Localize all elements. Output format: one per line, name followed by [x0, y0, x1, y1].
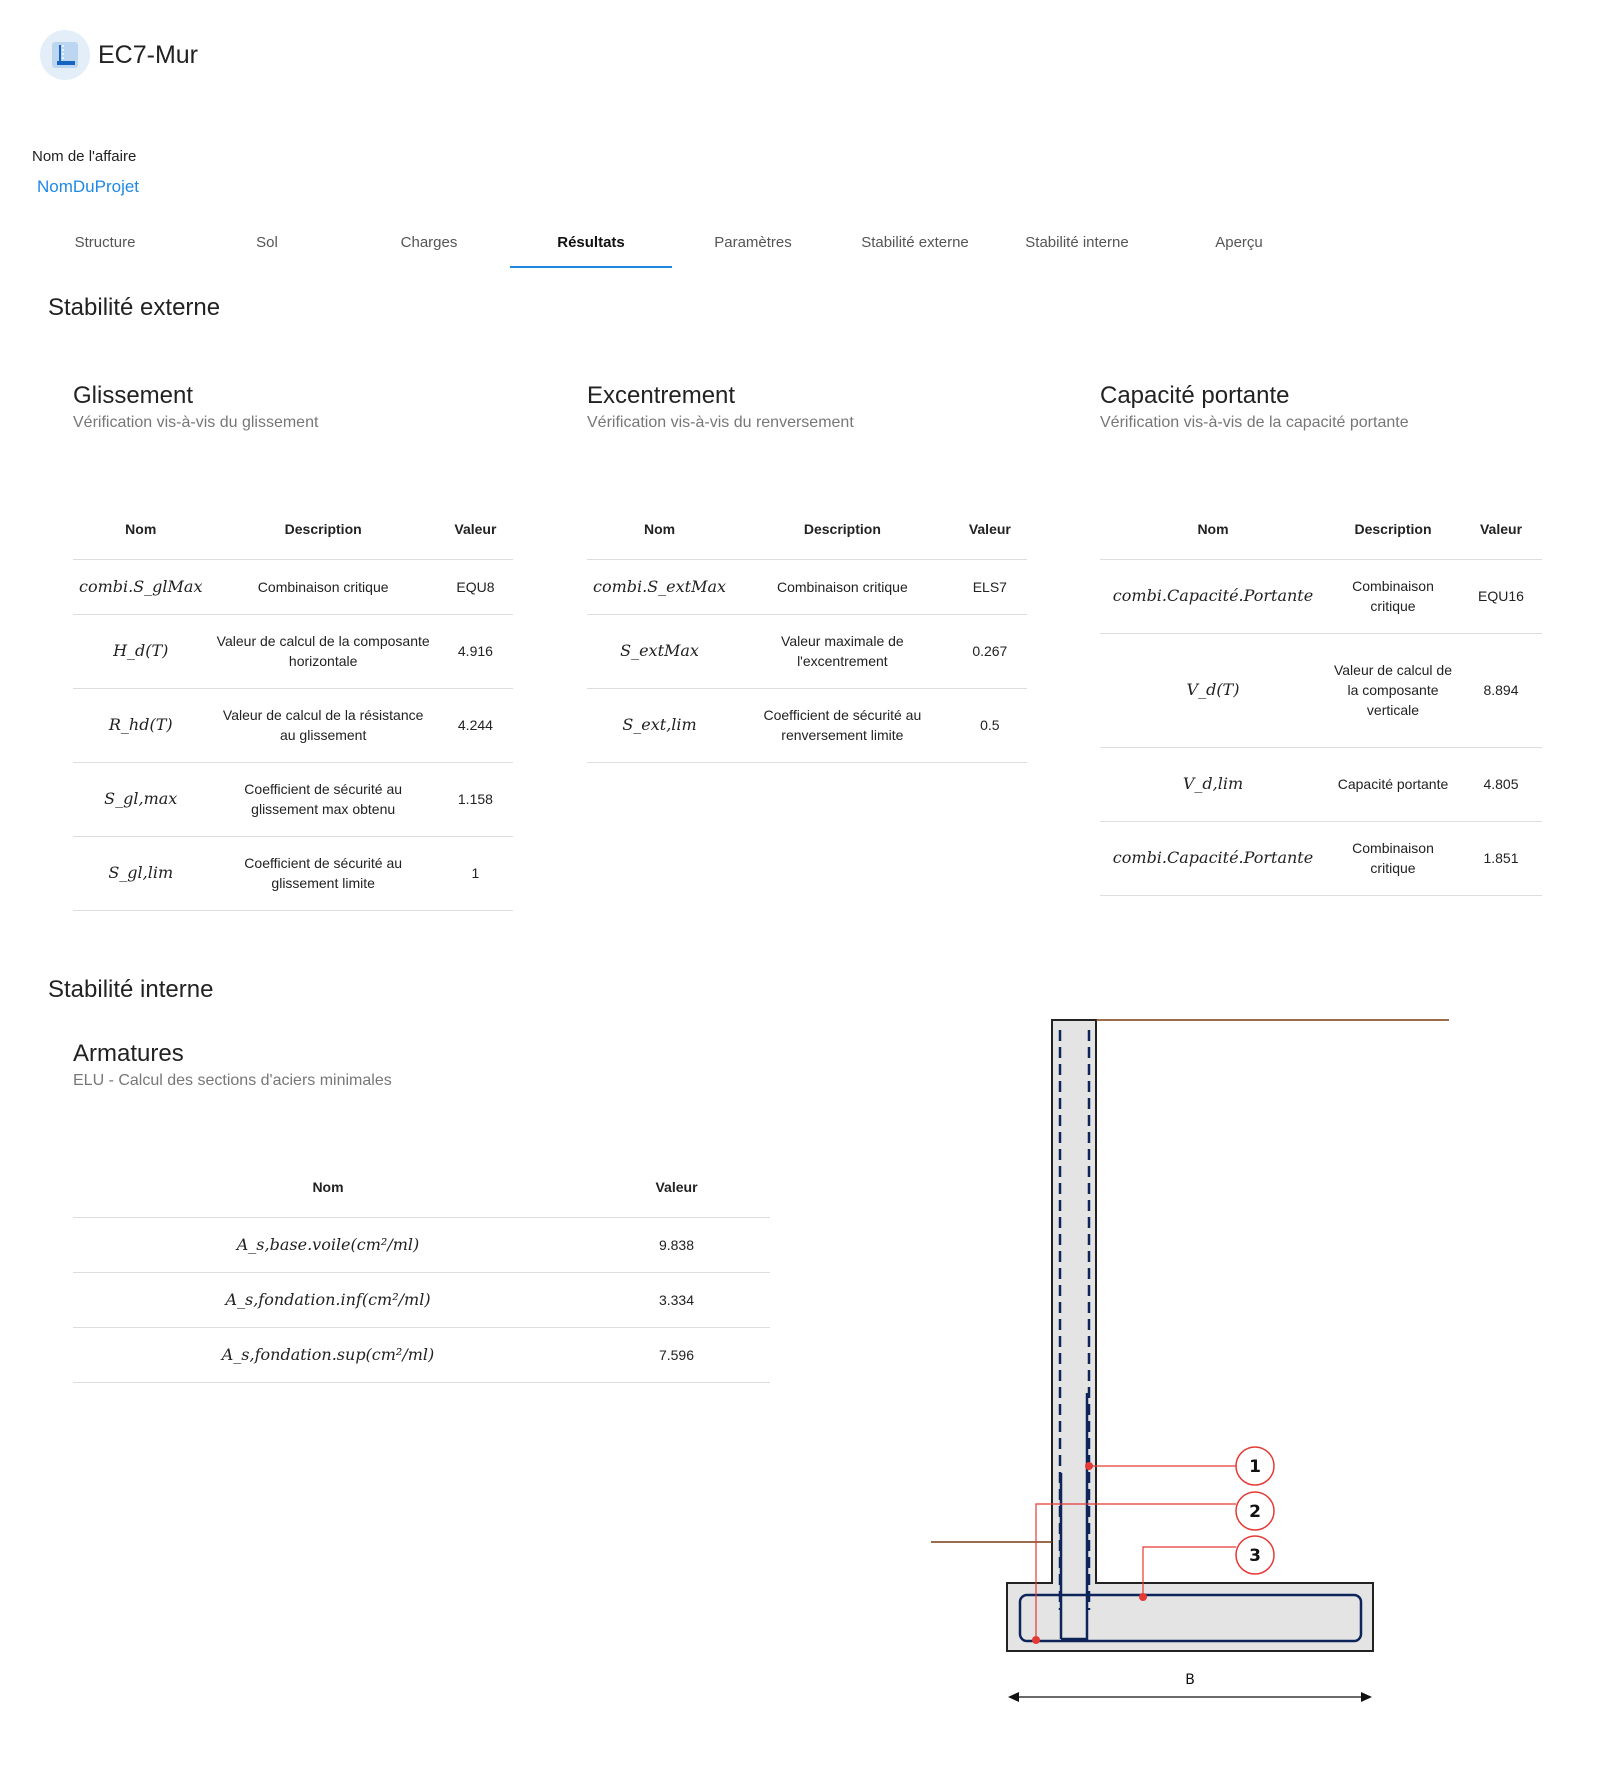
cell-description: Valeur de calcul de la résistance au glissement	[208, 688, 437, 762]
cell-value: 4.916	[438, 614, 513, 688]
app-header	[40, 30, 198, 80]
cell-value: 8.894	[1460, 633, 1542, 747]
column-header: Description	[1326, 500, 1460, 559]
column-header: Valeur	[583, 1158, 770, 1217]
table-row	[587, 614, 1027, 688]
cell-name: A_s,fondation.inf(cm²/ml)	[73, 1272, 583, 1327]
tab-parametres[interactable]: Paramètres	[714, 234, 792, 251]
capacite-title: Capacité portante	[1100, 382, 1290, 409]
retaining-wall-diagram	[930, 1010, 1460, 1710]
tab-resultats[interactable]: Résultats	[510, 224, 672, 268]
cell-description: Capacité portante	[1326, 747, 1460, 821]
cell-value: 9.838	[583, 1217, 770, 1272]
armatures-title: Armatures	[73, 1040, 184, 1067]
tab-apercu[interactable]: Aperçu	[1215, 234, 1263, 251]
tab-structure[interactable]: Structure	[74, 234, 136, 251]
cell-description: Coefficient de sécurité au glissement limite	[208, 836, 437, 910]
table-row	[587, 559, 1027, 614]
cell-value: 0.5	[953, 688, 1027, 762]
cell-name: S_gl,max	[73, 762, 208, 836]
tab-stabilite-externe[interactable]: Stabilité externe	[861, 234, 969, 251]
cell-name: R_hd(T)	[73, 688, 208, 762]
table-header-row	[1100, 500, 1542, 559]
cell-name: V_d,lim	[1100, 747, 1326, 821]
table-row	[73, 762, 513, 836]
column-header: Description	[732, 500, 953, 559]
table-row	[73, 559, 513, 614]
cell-name: combi.S_extMax	[587, 559, 732, 614]
cell-name: combi.S_glMax	[73, 559, 208, 614]
table-row	[1100, 633, 1542, 747]
cell-description: Combinaison critique	[1326, 821, 1460, 895]
cell-value: 7.596	[583, 1327, 770, 1382]
cell-name: A_s,fondation.sup(cm²/ml)	[73, 1327, 583, 1382]
marker-dot-1	[1085, 1462, 1093, 1470]
capacite-table	[1100, 500, 1542, 896]
app-logo[interactable]	[40, 30, 90, 80]
cell-description: Combinaison critique	[1326, 559, 1460, 633]
cell-value: 1.851	[1460, 821, 1542, 895]
column-header: Nom	[73, 500, 208, 559]
tab-stabilite-interne[interactable]: Stabilité interne	[1025, 234, 1129, 251]
column-header: Nom	[587, 500, 732, 559]
cell-value: 4.805	[1460, 747, 1542, 821]
cell-description: Coefficient de sécurité au glissement max obtenu	[208, 762, 437, 836]
table-row	[73, 614, 513, 688]
column-header: Nom	[73, 1158, 583, 1217]
cell-value: EQU16	[1460, 559, 1542, 633]
table-row	[73, 1217, 770, 1272]
marker-label-2: 2	[1249, 1502, 1261, 1522]
excentrement-table	[587, 500, 1027, 763]
cell-value: 1.158	[438, 762, 513, 836]
table-row	[73, 688, 513, 762]
project-name-link[interactable]: NomDuProjet	[37, 177, 140, 196]
column-header: Description	[208, 500, 437, 559]
table-header-row	[73, 1158, 770, 1217]
section-title-external: Stabilité externe	[48, 294, 221, 321]
section-title-internal: Stabilité interne	[48, 976, 214, 1003]
armatures-table	[73, 1158, 770, 1383]
table-row	[587, 688, 1027, 762]
dimension-arrow-left	[1008, 1692, 1019, 1702]
marker-label-3: 3	[1249, 1546, 1261, 1566]
cell-value: 0.267	[953, 614, 1027, 688]
project-label: Nom de l'affaire	[32, 148, 137, 165]
cell-name: H_d(T)	[73, 614, 208, 688]
tab-sol[interactable]: Sol	[256, 234, 278, 251]
marker-label-1: 1	[1249, 1457, 1261, 1477]
cell-description: Coefficient de sécurité au renversement limite	[732, 688, 953, 762]
table-header-row	[587, 500, 1027, 559]
wall-icon	[50, 40, 80, 70]
cell-value: EQU8	[438, 559, 513, 614]
excentrement-subtitle: Vérification vis-à-vis du renversement	[587, 414, 854, 431]
table-header-row	[73, 500, 513, 559]
app-title: EC7-Mur	[98, 40, 199, 69]
cell-value: 1	[438, 836, 513, 910]
table-row	[73, 836, 513, 910]
cell-description: Valeur de calcul de la composante verticale	[1326, 633, 1460, 747]
cell-name: combi.Capacité.Portante	[1100, 821, 1326, 895]
glissement-table	[73, 500, 513, 911]
dimension-arrow-right	[1361, 1692, 1372, 1702]
cell-name: V_d(T)	[1100, 633, 1326, 747]
glissement-title: Glissement	[73, 382, 194, 409]
cell-name: combi.Capacité.Portante	[1100, 559, 1326, 633]
glissement-subtitle: Vérification vis-à-vis du glissement	[73, 414, 319, 431]
marker-dot-3	[1139, 1593, 1147, 1601]
cell-name: S_gl,lim	[73, 836, 208, 910]
capacite-subtitle: Vérification vis-à-vis de la capacité portante	[1100, 414, 1409, 431]
cell-description: Combinaison critique	[732, 559, 953, 614]
column-header: Nom	[1100, 500, 1326, 559]
cell-value: ELS7	[953, 559, 1027, 614]
tab-charges[interactable]: Charges	[400, 234, 458, 251]
marker-dot-2	[1032, 1636, 1040, 1644]
column-header: Valeur	[1460, 500, 1542, 559]
cell-description: Combinaison critique	[208, 559, 437, 614]
table-row	[1100, 559, 1542, 633]
cell-value: 3.334	[583, 1272, 770, 1327]
armatures-subtitle: ELU - Calcul des sections d'aciers minimales	[73, 1072, 392, 1089]
cell-description: Valeur maximale de l'excentrement	[732, 614, 953, 688]
cell-description: Valeur de calcul de la composante horizontale	[208, 614, 437, 688]
column-header: Valeur	[438, 500, 513, 559]
excentrement-title: Excentrement	[587, 382, 736, 409]
table-row	[1100, 821, 1542, 895]
dimension-label-b: B	[1185, 1672, 1195, 1688]
table-row	[73, 1327, 770, 1382]
table-row	[73, 1272, 770, 1327]
cell-name: S_ext,lim	[587, 688, 732, 762]
cell-name: S_extMax	[587, 614, 732, 688]
cell-name: A_s,base.voile(cm²/ml)	[73, 1217, 583, 1272]
column-header: Valeur	[953, 500, 1027, 559]
table-row	[1100, 747, 1542, 821]
cell-value: 4.244	[438, 688, 513, 762]
